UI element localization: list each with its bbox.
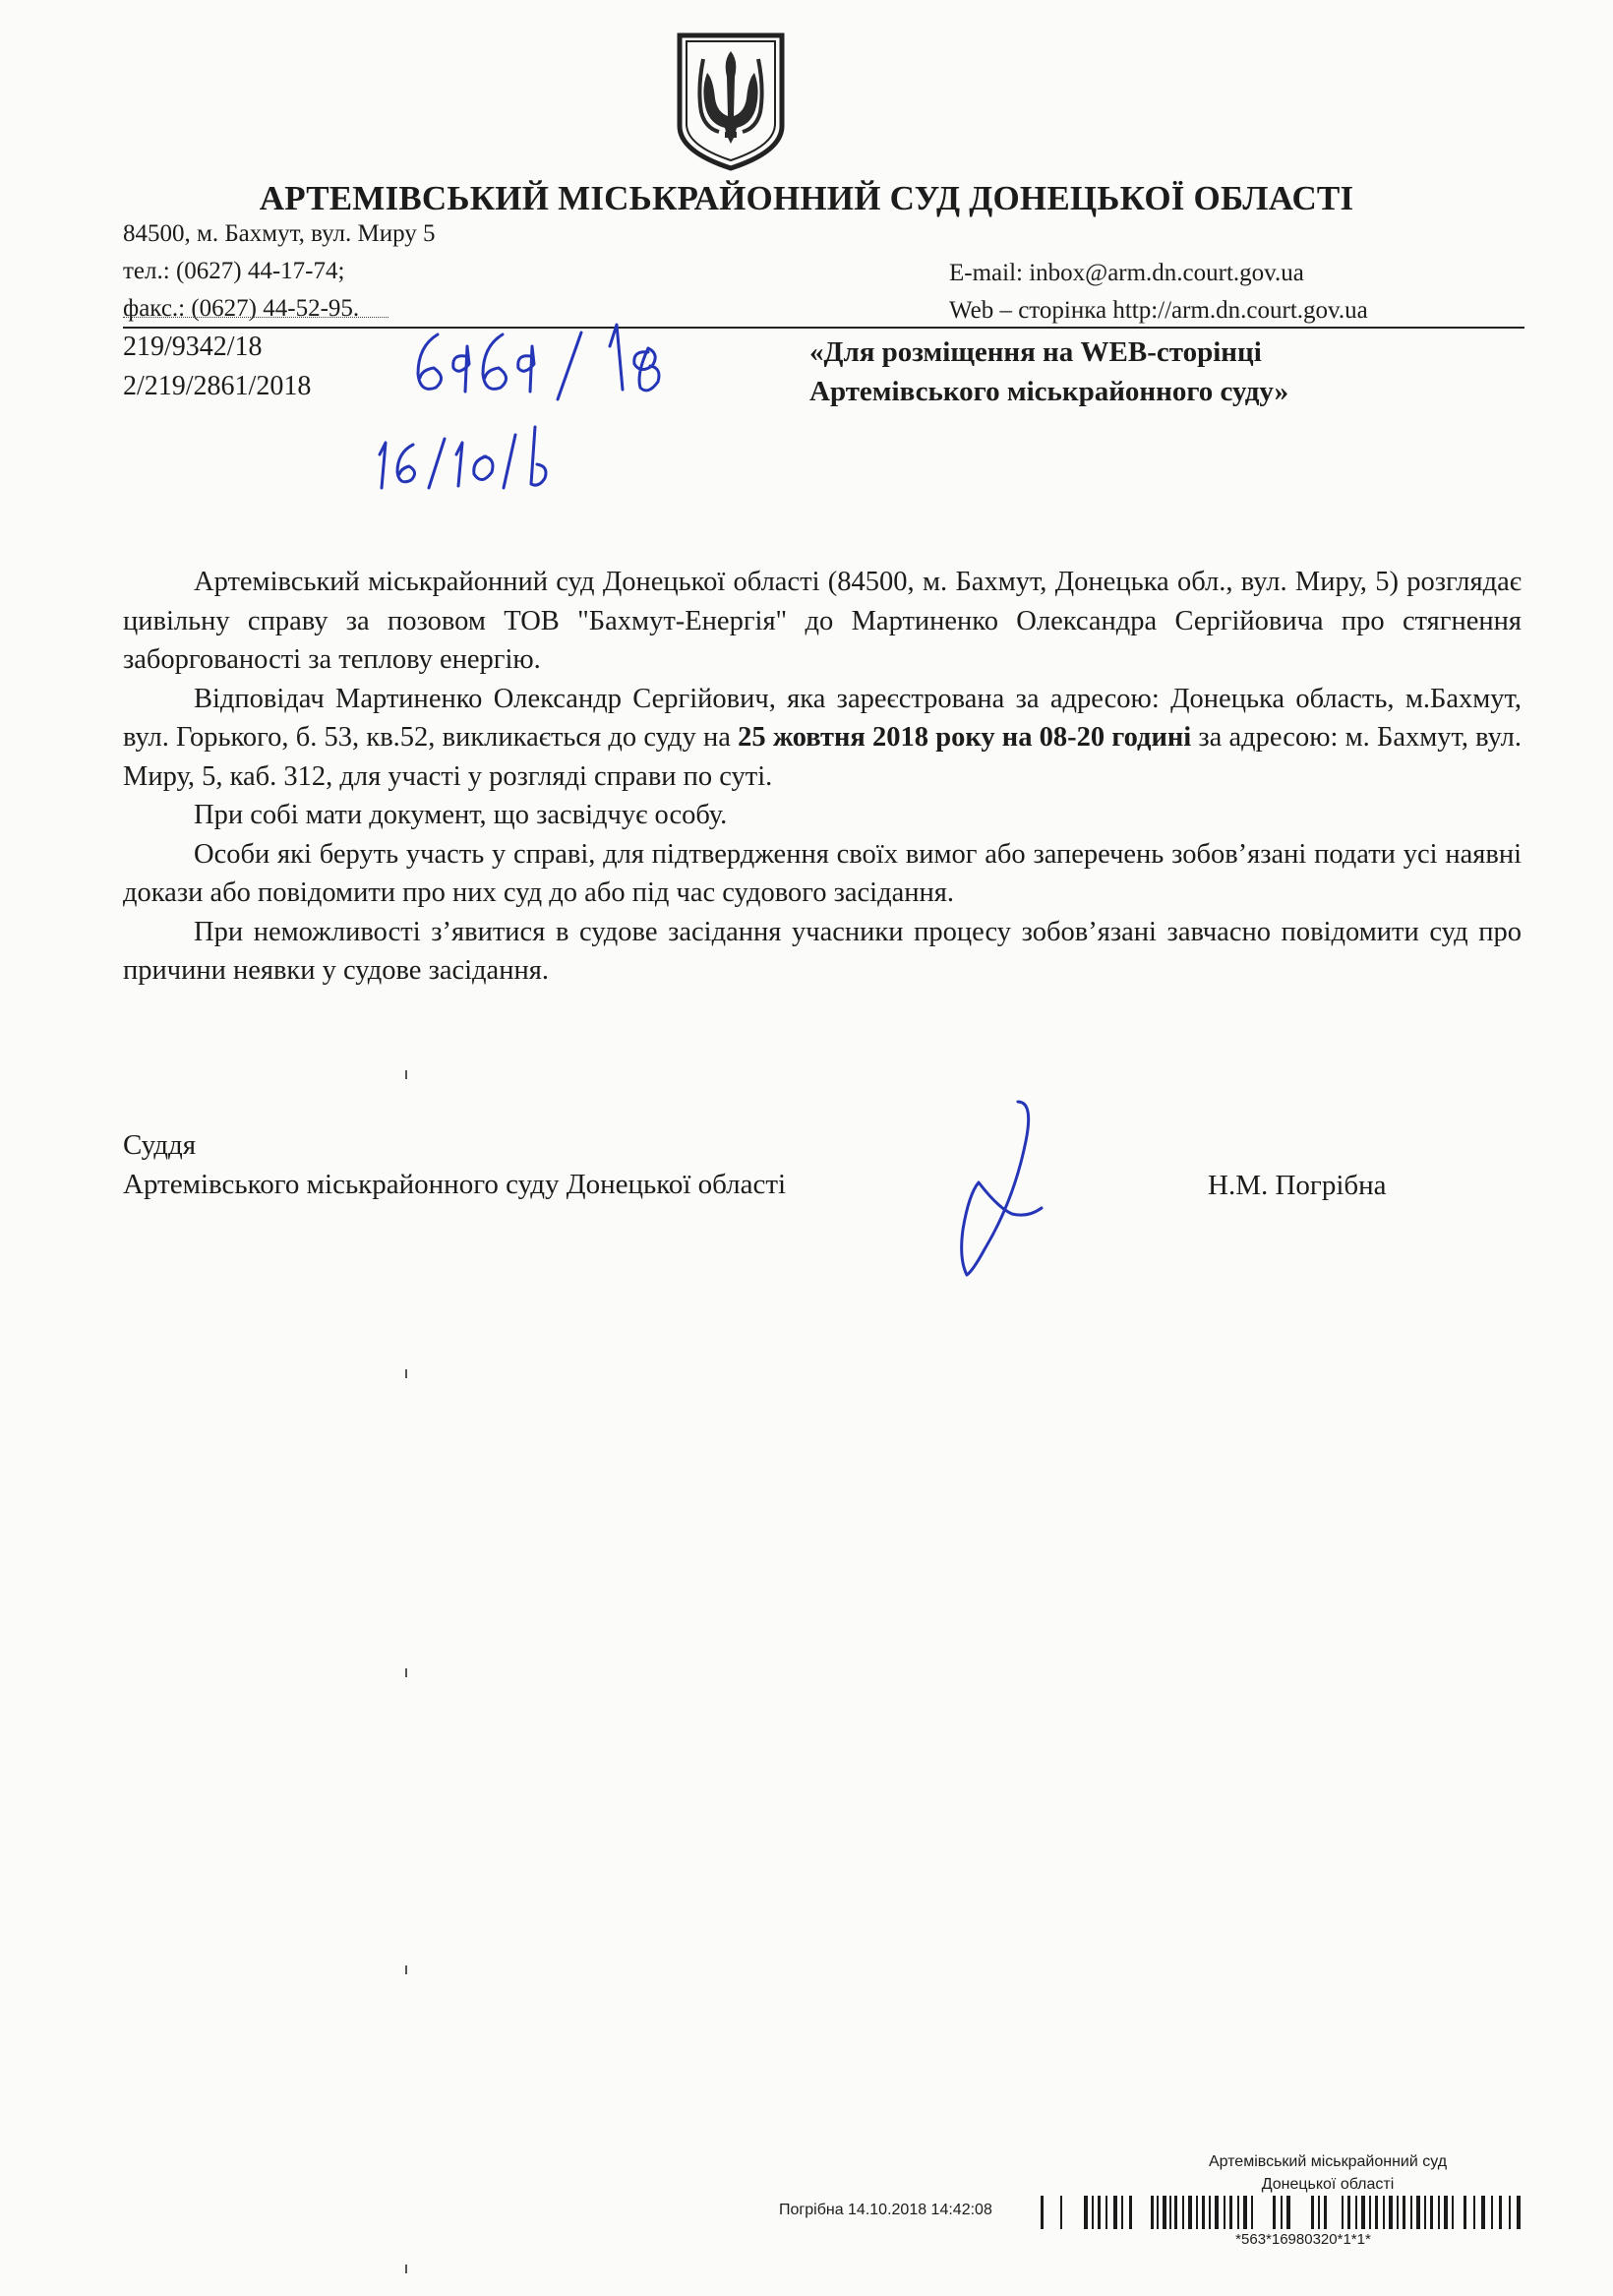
- judge-court: Артемівського міськрайонного суду Донецької області: [123, 1169, 787, 1200]
- e-stamp-court: [1082, 2150, 1574, 2196]
- e-stamp-court-line1: Артемівський міськрайонний суд: [1208, 2153, 1448, 2170]
- court-title: АРТЕМІВСЬКИЙ МІСЬКРАЙОННИЙ СУД ДОНЕЦЬКОЇ ОБЛАСТІ: [259, 179, 1354, 217]
- handwritten-date: [372, 415, 568, 494]
- court-phone: тел.: (0627) 44-17-74;: [123, 258, 345, 284]
- judge-role: Суддя: [123, 1129, 197, 1161]
- p2-end: за адресою: м. Бахмут, вул. Миру, 5, каб. 312, для участі у розгляді справи по суті.: [123, 722, 1522, 792]
- body-paragraph-3: При собі мати документ, що засвідчує особу.: [194, 800, 728, 830]
- margin-tick: [405, 2265, 407, 2273]
- margin-tick: [405, 1668, 407, 1677]
- judge-name: Н.М. Погрібна: [1208, 1170, 1387, 1201]
- body-paragraph-5: При неможливості з’явитися в судове засідання учасники процесу зобов’язані завчасно повідомити суд про причини неявки у судове засідання.: [123, 916, 1522, 986]
- e-stamp-court-line2: Донецької області: [1261, 2176, 1395, 2193]
- publication-notice-line2: Артемівського міськрайонного суду»: [809, 376, 1289, 407]
- header-divider: [123, 327, 1524, 329]
- court-email: E-mail: inbox@arm.dn.court.gov.ua: [949, 260, 1304, 286]
- body-paragraph-4: Особи які беруть участь у справі, для підтвердження своїх вимог або заперечень зобов’язані подати усі наявні докази або повідомити про них суд до або під час судового засідання.: [123, 838, 1522, 908]
- barcode-number: *563*16980320*1*1*: [1235, 2231, 1371, 2248]
- signature-block: [123, 1125, 786, 1204]
- e-stamp-signed: Погрібна 14.10.2018 14:42:08: [779, 2202, 992, 2218]
- publication-notice-line1: «Для розміщення на WEB-сторінці: [809, 336, 1262, 368]
- proceeding-number: 2/219/2861/2018: [123, 371, 312, 401]
- margin-tick: [405, 1369, 407, 1378]
- court-fax: факс.: (0627) 44-52-95.: [123, 295, 360, 322]
- coat-of-arms-emblem: [672, 30, 790, 172]
- court-web: Web – сторінка http://arm.dn.court.gov.ua: [949, 297, 1368, 324]
- handwritten-registration-number: [408, 317, 693, 405]
- judge-signature: [939, 1092, 1057, 1289]
- dotted-divider: [123, 317, 388, 318]
- p2-start: Відповідач Мартиненко Олександр Сергійович, яка зареєстрована за адресою: Донецька область, м.Бахмут, вул. Горького, б. 53, кв.52, викликається до суду на: [123, 683, 1522, 753]
- hearing-date-time: 25 жовтня 2018 року на 08-20 годині: [738, 722, 1192, 753]
- case-number: 219/9342/18: [123, 332, 263, 362]
- court-address: 84500, м. Бахмут, вул. Миру 5: [123, 220, 436, 247]
- barcode: [1041, 2194, 1523, 2233]
- body-paragraph-1: Артемівський міськрайонний суд Донецької області (84500, м. Бахмут, Донецька обл., вул. Миру, 5) розглядає цивільну справу за позовом ТОВ "Бахмут-Енергія" до Мартиненко Олександра Сергійовича про стягнення заборгованості за теплову енергію.: [123, 567, 1522, 675]
- margin-tick: [405, 1965, 407, 1974]
- margin-tick: [405, 1070, 407, 1079]
- notice-body: [123, 563, 1522, 991]
- body-paragraph-2: [123, 680, 1522, 797]
